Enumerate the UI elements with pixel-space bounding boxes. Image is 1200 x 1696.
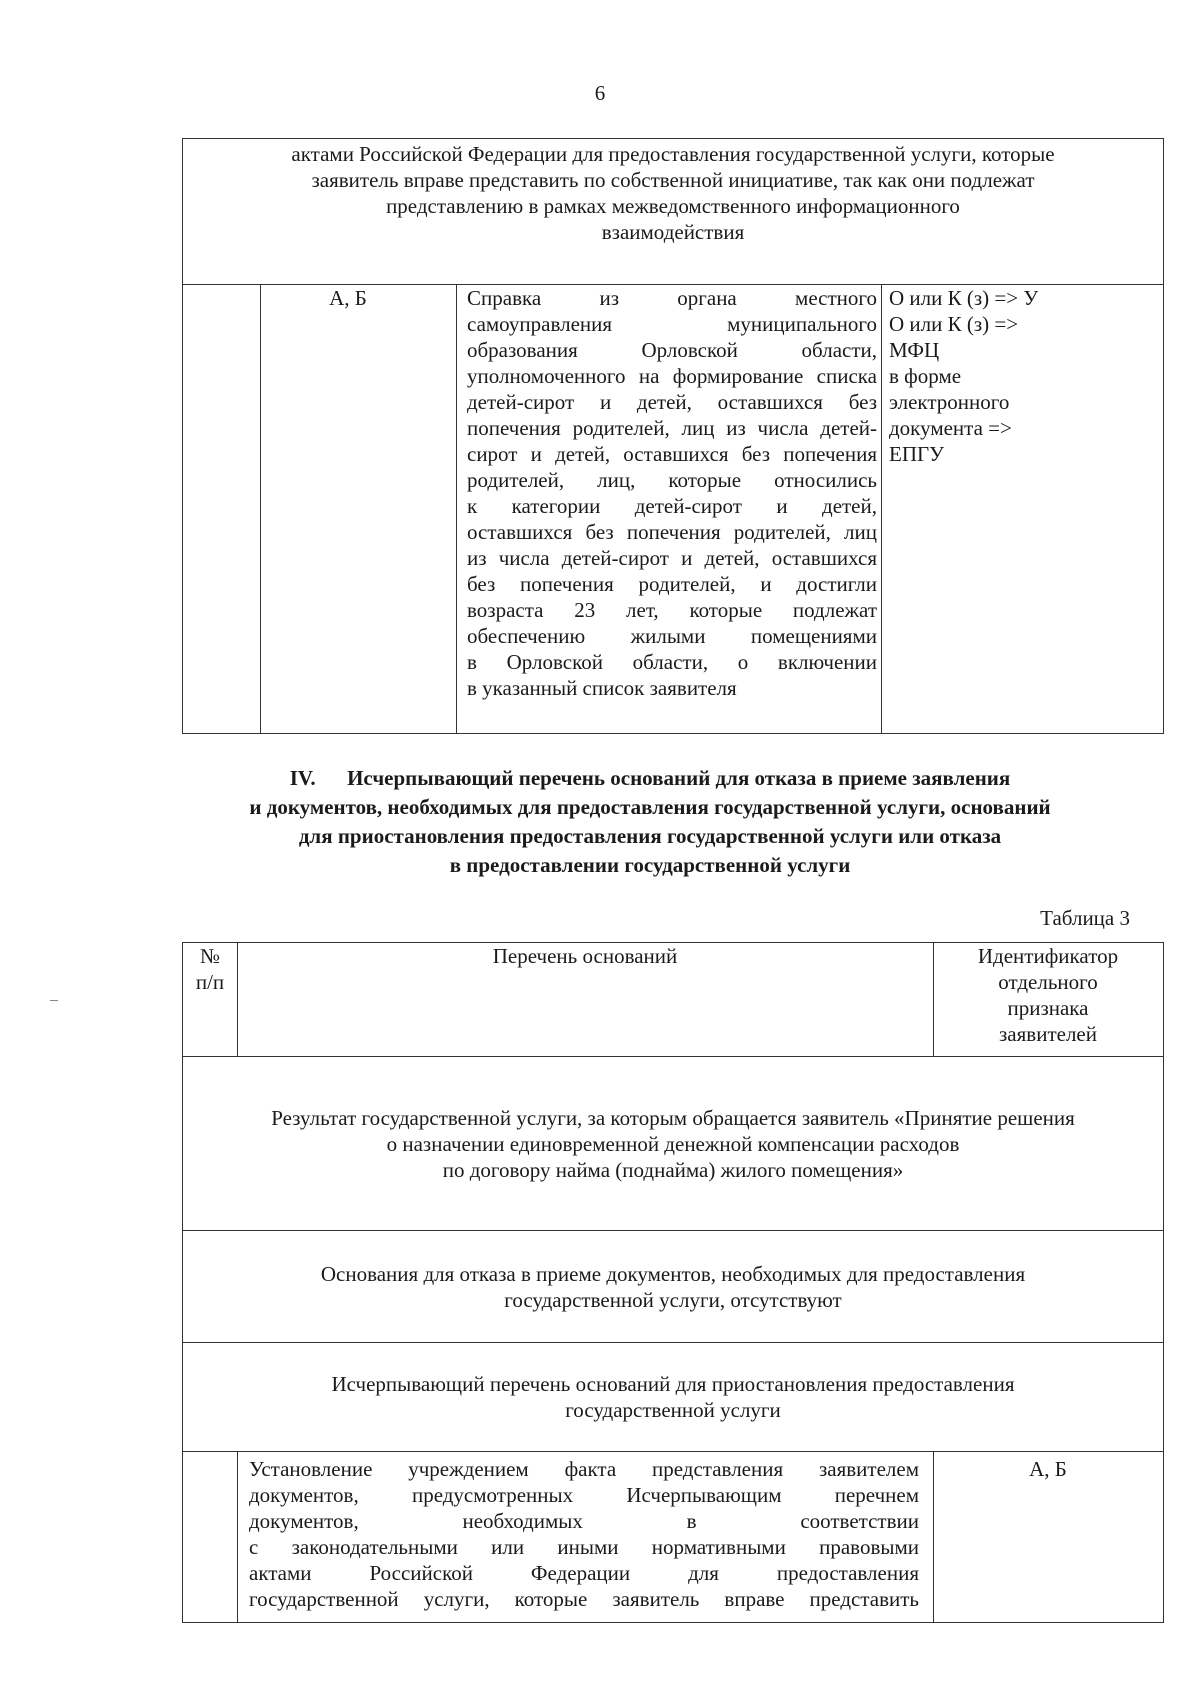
result-section-row	[183, 1057, 1163, 1231]
documents-table-continued	[182, 138, 1164, 734]
header-line: п/п	[195, 970, 225, 994]
header-line: отдельного	[998, 970, 1098, 994]
margin-mark	[50, 1000, 58, 1001]
text-line: Справка из органа местного	[467, 286, 877, 310]
column-divider	[456, 285, 457, 733]
column-divider	[881, 285, 882, 733]
text-line: самоуправления муниципального	[467, 312, 877, 336]
text-line: образования Орловской области,	[467, 338, 877, 362]
heading-line: в предоставлении государственной услуги	[449, 853, 851, 877]
table-row	[183, 1452, 1163, 1622]
header-line: №	[199, 944, 221, 968]
column-header-number	[183, 943, 237, 995]
text-line: в указанный список заявителя	[467, 676, 737, 700]
text-line: к категории детей-сирот и детей,	[467, 494, 877, 518]
text-line: Исчерпывающий перечень оснований для приостановления предоставления	[331, 1372, 1015, 1396]
document-description	[467, 285, 877, 701]
text-line: МФЦ	[889, 338, 940, 362]
header-line: Идентификатор	[977, 944, 1119, 968]
text-line: оставшихся без попечения родителей, лиц	[467, 520, 877, 544]
refusal-section-row	[183, 1231, 1163, 1343]
text-line: родителей, лиц, которые относились	[467, 468, 877, 492]
text-line: ЕПГУ	[889, 442, 945, 466]
text-line: электронного	[889, 390, 1010, 414]
text-line: попечения родителей, лиц из числа детей-	[467, 416, 877, 440]
column-divider	[260, 285, 261, 733]
text-line: о назначении единовременной денежной компенсации расходов	[386, 1131, 960, 1156]
header-line: взаимодействия	[601, 220, 745, 244]
ground-description	[249, 1456, 919, 1612]
table-row	[183, 285, 1163, 733]
table-section-header	[183, 139, 1163, 285]
text-line: О или К (з) => У	[889, 286, 1039, 310]
text-line: документов, предусмотренных Исчерпывающим перечнем	[249, 1483, 919, 1507]
header-line: заявителей	[999, 1022, 1097, 1046]
text-line: документов, необходимых в соответствии	[249, 1509, 919, 1533]
text-line: О или К (з) =>	[889, 312, 1019, 336]
column-header-identifier	[933, 943, 1163, 1047]
header-line: актами Российской Федерации для предоставления государственной услуги, которые	[291, 142, 1055, 166]
text-line: государственной услуги	[565, 1398, 781, 1422]
text-line: с законодательными или иными нормативными правовыми	[249, 1535, 919, 1559]
text-line: по договору найма (поднайма) жилого помещения»	[442, 1157, 904, 1182]
suspension-section-row	[183, 1343, 1163, 1452]
table-caption: Таблица 3	[1040, 906, 1130, 930]
text-line: уполномоченного на формирование списка	[467, 364, 877, 388]
header-line: признака	[1007, 996, 1089, 1020]
section-heading	[150, 764, 1150, 880]
submission-method	[889, 285, 1159, 467]
table-header-row	[183, 943, 1163, 1057]
text-line: обеспечению жилыми помещениями	[467, 624, 877, 648]
heading-line: и документов, необходимых для предоставления государственной услуги, оснований	[249, 795, 1051, 819]
text-line: в форме	[889, 364, 962, 388]
text-line: детей-сирот и детей, оставшихся без	[467, 390, 877, 414]
applicant-identifier: А, Б	[329, 286, 367, 310]
text-line: без попечения родителей, и достигли	[467, 572, 877, 596]
text-line: документа =>	[889, 416, 1012, 440]
text-line: Результат государственной услуги, за которым обращается заявитель «Принятие решения	[271, 1105, 1075, 1130]
text-line: из числа детей-сирот и детей, оставшихся	[467, 546, 877, 570]
text-line: Установление учреждением факта представления заявителем	[249, 1457, 919, 1481]
text-line: Основания для отказа в приеме документов, необходимых для предоставления	[320, 1261, 1026, 1286]
header-line: представлению в рамках межведомственного информационного	[386, 194, 960, 218]
applicant-identifier: А, Б	[1029, 1457, 1067, 1481]
heading-line: для приостановления предоставления государственной услуги или отказа	[298, 824, 1002, 848]
text-line: сирот и детей, оставшихся без попечения	[467, 442, 877, 466]
text-line: государственной услуги, которые заявитель вправе представить	[249, 1587, 919, 1611]
column-header-grounds: Перечень оснований	[492, 944, 678, 968]
text-line: актами Российской Федерации для предоставления	[249, 1561, 919, 1585]
text-line: возраста 23 лет, которые подлежат	[467, 598, 877, 622]
page-number: 6	[594, 81, 606, 105]
header-line: заявитель вправе представить по собственной инициативе, так как они подлежат	[311, 168, 1035, 192]
text-line: в Орловской области, о включении	[467, 650, 877, 674]
grounds-table	[182, 942, 1164, 1623]
column-divider	[237, 1452, 238, 1622]
text-line: государственной услуги, отсутствуют	[504, 1287, 842, 1312]
heading-line: IV. Исчерпывающий перечень оснований для отказа в приеме заявления	[289, 766, 1011, 790]
